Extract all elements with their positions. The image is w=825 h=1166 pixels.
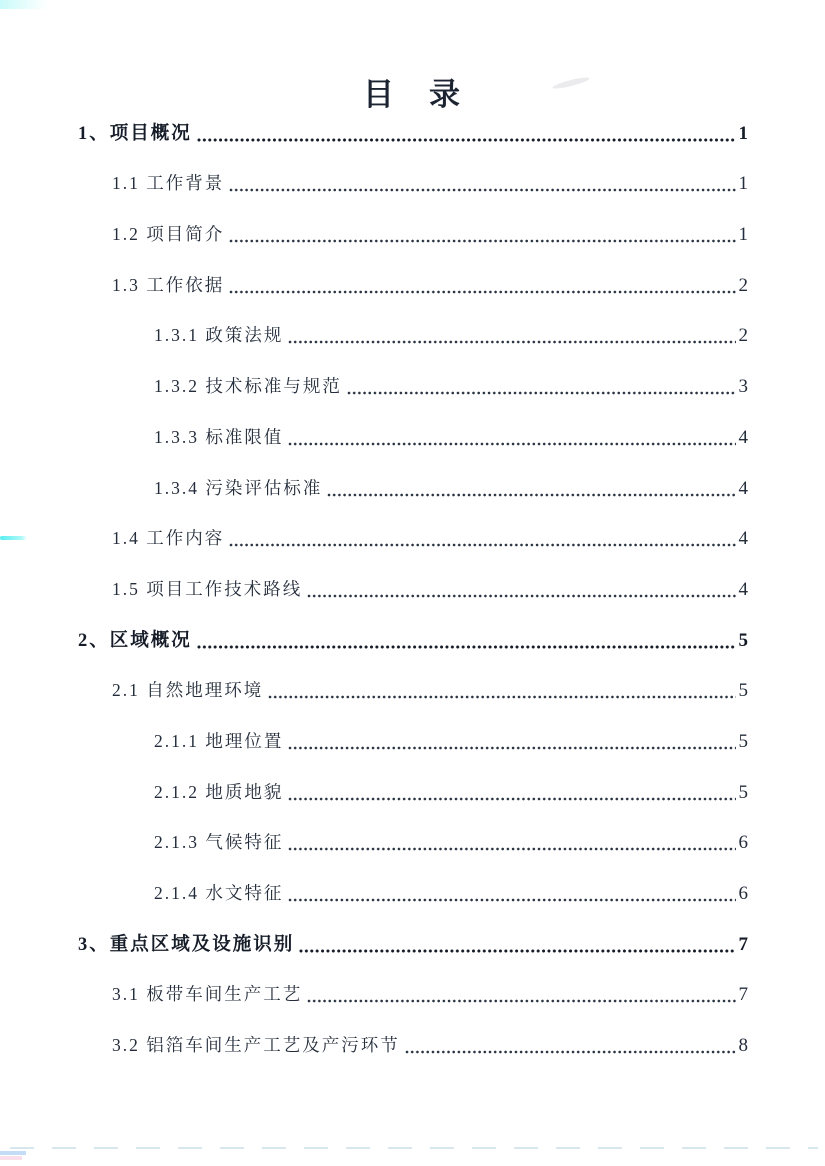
toc-entry[interactable] [78, 94, 748, 145]
toc-entry-label: 1.3 工作依据 [112, 274, 225, 295]
toc-entry-page-number: 6 [738, 832, 748, 854]
toc-entry[interactable] [78, 246, 748, 297]
dot-leader [288, 340, 735, 344]
dot-leader [288, 746, 735, 750]
dot-leader [405, 1050, 736, 1054]
toc-entry-label: 1.5 项目工作技术路线 [112, 578, 303, 599]
toc-entry-page-number: 2 [738, 274, 748, 296]
toc-entry-page-number: 4 [738, 426, 748, 448]
toc-entry-page-number: 2 [738, 325, 748, 347]
dot-leader [288, 847, 735, 851]
toc-entry[interactable] [78, 601, 748, 652]
toc-entry-page-number: 7 [738, 984, 748, 1006]
dot-leader [299, 949, 735, 953]
dot-leader [288, 442, 735, 446]
toc-entry[interactable] [78, 652, 748, 703]
toc-entry-label: 1.4 工作内容 [112, 528, 225, 549]
toc-entry-page-number: 4 [738, 528, 748, 550]
dot-leader [288, 898, 735, 902]
toc-entry-label: 1、项目概况 [78, 123, 192, 144]
toc-entry[interactable] [78, 905, 748, 956]
dot-leader [197, 138, 736, 142]
dot-leader [229, 543, 735, 547]
toc-entry[interactable] [78, 449, 748, 500]
scan-artifact-bottomleft-blue-mark [0, 1151, 26, 1155]
scan-artifact-cyan-line [0, 536, 27, 540]
toc-entry-label: 3.1 板带车间生产工艺 [112, 984, 303, 1005]
toc-list [78, 94, 748, 1057]
dot-leader [288, 797, 735, 801]
scan-artifact-bottom-line [10, 1147, 818, 1149]
dot-leader [347, 391, 736, 395]
toc-entry-label: 1.3.2 技术标准与规范 [154, 376, 342, 397]
toc-entry-page-number: 4 [738, 578, 748, 600]
toc-entry-page-number: 1 [738, 122, 748, 144]
page-title: 目 录 [363, 77, 462, 112]
toc-entry-label: 1.3.4 污染评估标准 [154, 477, 323, 498]
toc-entry-label: 1.1 工作背景 [112, 173, 225, 194]
toc-entry-label: 2.1 自然地理环境 [112, 680, 264, 701]
toc-entry-page-number: 1 [738, 173, 748, 195]
toc-entry-label: 1.3.1 政策法规 [154, 325, 284, 346]
dot-leader [229, 290, 735, 294]
toc-entry-label: 3、重点区域及设施识别 [78, 934, 295, 955]
toc-entry-page-number: 4 [738, 477, 748, 499]
toc-entry[interactable] [78, 398, 748, 449]
toc-entry-page-number: 8 [738, 1035, 748, 1057]
toc-entry-page-number: 3 [738, 376, 748, 398]
toc-entry[interactable] [78, 804, 748, 855]
toc-entry-page-number: 5 [738, 680, 748, 702]
toc-entry[interactable] [78, 297, 748, 348]
toc-entry-label: 2.1.4 水文特征 [154, 883, 284, 903]
dot-leader [307, 999, 735, 1003]
toc-entry-page-number: 5 [738, 730, 748, 752]
toc-entry[interactable] [78, 145, 748, 196]
toc-entry-page-number: 7 [738, 933, 748, 955]
dot-leader [229, 239, 735, 243]
toc-entry-label: 1.3.3 标准限值 [154, 426, 284, 447]
dot-leader [197, 645, 736, 649]
toc-entry-label: 2.1.2 地质地貌 [154, 781, 284, 802]
toc-entry-label: 1.2 项目简介 [112, 224, 225, 245]
toc-entry[interactable] [78, 753, 748, 804]
dot-leader [307, 594, 735, 598]
toc-entry[interactable] [78, 854, 748, 905]
dot-leader [327, 493, 735, 497]
toc-entry[interactable] [78, 195, 748, 246]
toc-entry[interactable] [78, 1006, 748, 1057]
toc-entry[interactable] [78, 347, 748, 398]
scan-artifact-topleft-smudge [0, 0, 48, 9]
toc-entry[interactable] [78, 702, 748, 753]
toc-entry-page-number: 6 [738, 883, 748, 904]
dot-leader [268, 695, 735, 699]
toc-entry-page-number: 5 [738, 629, 748, 651]
toc-entry[interactable] [78, 956, 748, 1007]
toc-entry-page-number: 1 [738, 224, 748, 246]
toc-entry-page-number: 5 [738, 781, 748, 803]
toc-entry[interactable] [78, 500, 748, 551]
toc-entry-label: 3.2 铝箔车间生产工艺及产污环节 [112, 1035, 400, 1056]
scan-artifact-bottomleft-pink-mark [0, 1156, 22, 1160]
toc-entry[interactable] [78, 550, 748, 601]
toc-entry-label: 2、区域概况 [78, 630, 192, 651]
dot-leader [229, 188, 735, 192]
toc-entry-label: 2.1.1 地理位置 [154, 730, 284, 751]
toc-entry-label: 2.1.3 气候特征 [154, 832, 284, 853]
